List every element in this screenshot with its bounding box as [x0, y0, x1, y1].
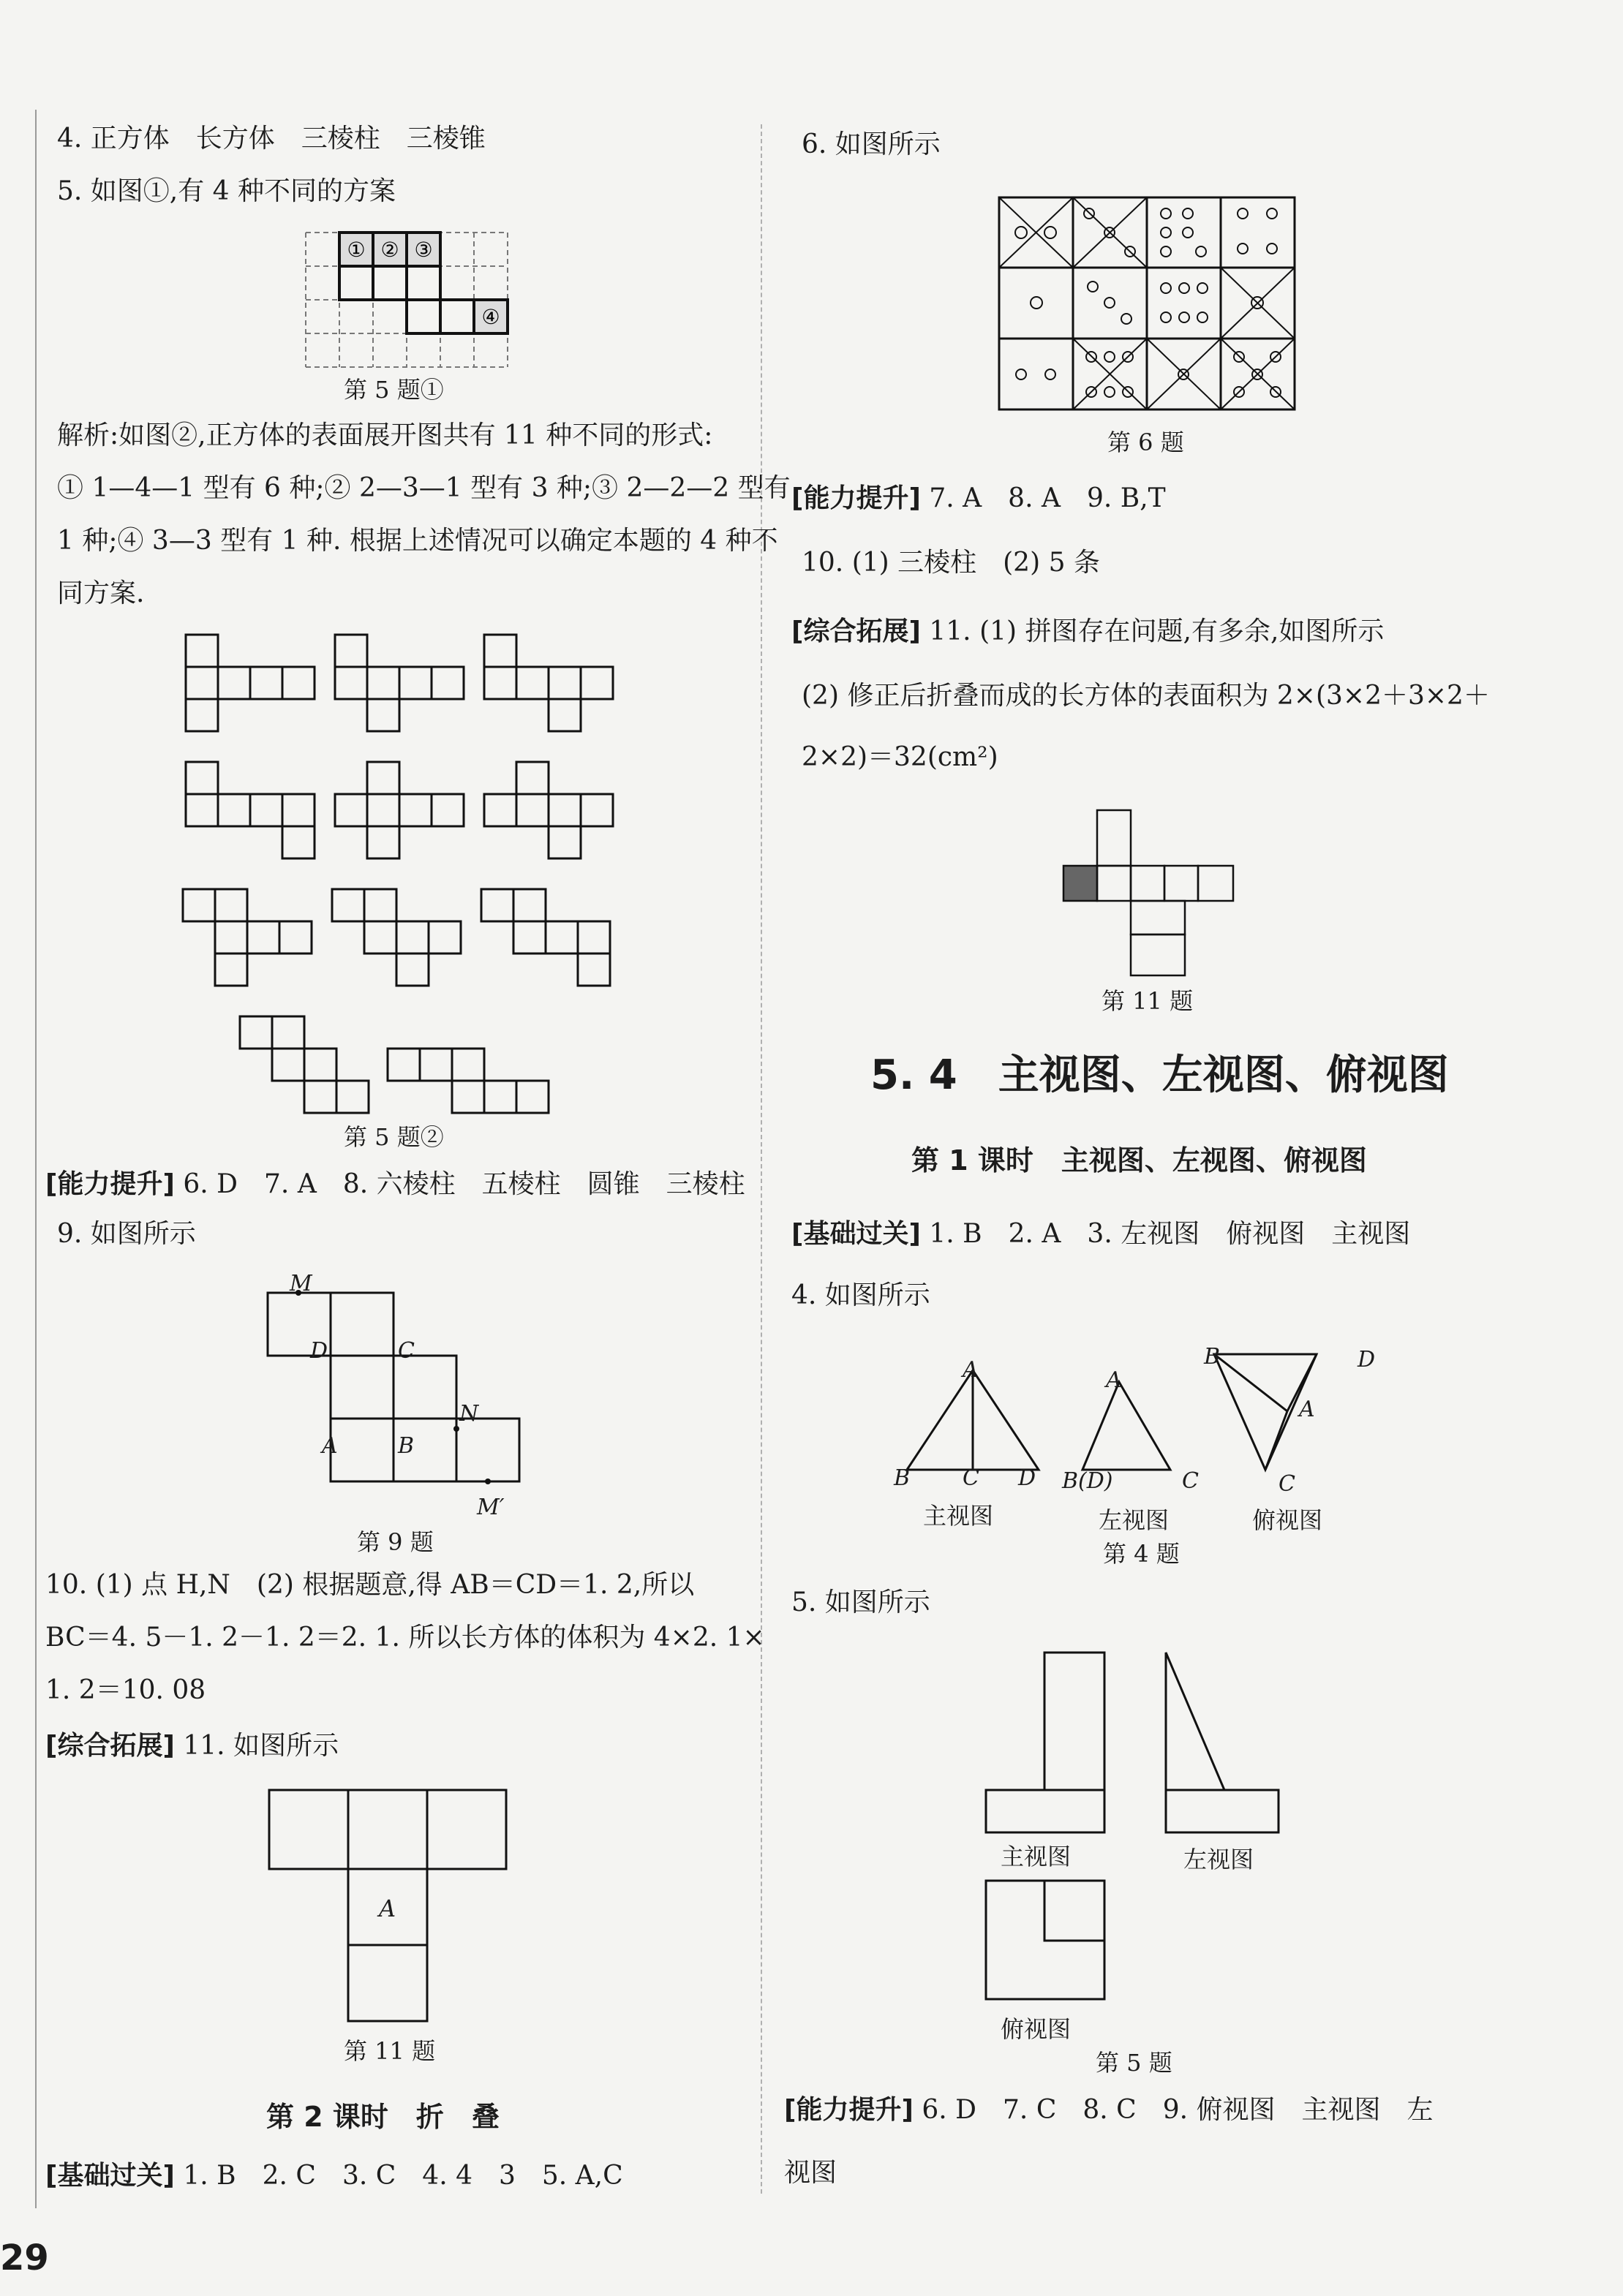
- fig4-label-B1: B: [894, 1465, 911, 1491]
- fig5a-label-1: ①: [347, 238, 366, 262]
- analysis-line-1: 解析:如图②,正方体的表面展开图共有 11 种不同的形式:: [57, 420, 713, 450]
- fig4-label-C1: C: [963, 1465, 979, 1491]
- ext-tag: [综合拓展]: [45, 1731, 175, 1761]
- answer-q11-line2: (2) 修正后折叠而成的长方体的表面积为 2×(3×2＋3×2＋: [802, 681, 1490, 711]
- fig4-label-A3: A: [1299, 1397, 1315, 1422]
- fig4-label-BD2: B(D): [1062, 1468, 1113, 1494]
- ext-line-right: [综合拓展] 11. (1) 拼图存在问题,有多余,如图所示: [791, 616, 1385, 646]
- ability-tag: [能力提升]: [45, 1169, 175, 1199]
- fig6-dice-grid: [998, 196, 1305, 415]
- answer-q6: 6. 如图所示: [802, 129, 941, 159]
- answer-q4: 4. 正方体 长方体 三棱柱 三棱锥: [57, 124, 486, 154]
- answer-q11-line3: 2×2)＝32(cm²): [802, 742, 998, 772]
- fig4-label-A1: A: [963, 1357, 979, 1383]
- answer-q5-right: 5. 如图所示: [791, 1587, 930, 1617]
- ext-line-left: [综合拓展] 11. 如图所示: [45, 1731, 339, 1761]
- answer-q10-line2: BC＝4. 5－1. 2－1. 2＝2. 1. 所以长方体的体积为 4×2. 1×: [45, 1623, 765, 1653]
- answer-q10-line1: 10. (1) 点 H,N (2) 根据题意,得 AB＝CD＝1. 2,所以: [45, 1570, 695, 1600]
- fig9-label-M-prime: M′: [477, 1495, 505, 1520]
- fig4-view2-label: 左视图: [1099, 1506, 1170, 1534]
- fig5a-caption: 第 5 题①: [344, 376, 444, 404]
- column-divider: [761, 124, 762, 2194]
- fig5b-cube-nets: [176, 629, 585, 1126]
- ability-line-right: [能力提升] 7. A 8. A 9. B,T: [791, 483, 1166, 513]
- fig5-view3-label: 俯视图: [1001, 2015, 1072, 2043]
- ext-tag-right: [综合拓展]: [791, 616, 921, 646]
- ability2-tag-right: [能力提升]: [784, 2095, 914, 2125]
- basic-line-left: [基础过关] 1. B 2. C 3. C 4. 4 3 5. A,C: [45, 2161, 623, 2191]
- fig4-view1-label: 主视图: [923, 1502, 994, 1530]
- fig6-caption: 第 6 题: [1107, 428, 1184, 456]
- fig9-net-figure: [263, 1272, 541, 1521]
- fig9-label-B: B: [398, 1433, 415, 1459]
- ability2-line-right: [能力提升] 6. D 7. C 8. C 9. 俯视图 主视图 左: [784, 2095, 1434, 2125]
- fig11-left-caption: 第 11 题: [344, 2037, 436, 2065]
- fig11-right-net: [1062, 809, 1238, 978]
- fig9-label-D: D: [310, 1338, 328, 1364]
- fig5-views: [983, 1648, 1290, 1999]
- answer-q5: 5. 如图①,有 4 种不同的方案: [57, 176, 396, 206]
- fig5a-label-3: ③: [414, 238, 433, 262]
- answer-q4-right: 4. 如图所示: [791, 1280, 930, 1310]
- fig4-view3-label: 俯视图: [1252, 1506, 1323, 1534]
- fig5a-label-4: ④: [481, 305, 500, 329]
- fig4-label-D3: D: [1357, 1347, 1376, 1372]
- fig4-label-D1: D: [1018, 1465, 1036, 1491]
- fig5-caption: 第 5 题: [1096, 2049, 1172, 2077]
- fig4-label-C2: C: [1182, 1468, 1199, 1494]
- fig5a-label-2: ②: [380, 238, 399, 262]
- basic-tag: [基础过关]: [45, 2161, 175, 2191]
- section-title: 5. 4 主视图、左视图、俯视图: [870, 1051, 1449, 1099]
- ability2-line-right-2: 视图: [784, 2158, 837, 2188]
- fig4-label-C3: C: [1279, 1471, 1295, 1497]
- analysis-line-4: 同方案.: [57, 578, 145, 608]
- left-margin-line: [35, 110, 37, 2208]
- fig9-label-M: M: [290, 1271, 312, 1296]
- lesson1-title: 第 1 课时 主视图、左视图、俯视图: [911, 1144, 1367, 1177]
- ability-line-left: [能力提升] 6. D 7. A 8. 六棱柱 五棱柱 圆锥 三棱柱: [45, 1169, 745, 1199]
- page-number: 29: [0, 2238, 49, 2278]
- fig9-label-A: A: [322, 1433, 338, 1459]
- fig9-caption: 第 9 题: [357, 1528, 434, 1556]
- answer-q10-line3: 1. 2＝10. 08: [45, 1675, 206, 1705]
- fig9-label-N: N: [459, 1401, 479, 1427]
- fig5a-grid-figure: [306, 233, 511, 369]
- answer-q10-right: 10. (1) 三棱柱 (2) 5 条: [802, 548, 1100, 578]
- basic-line-right: [基础过关] 1. B 2. A 3. 左视图 俯视图 主视图: [791, 1219, 1411, 1249]
- analysis-line-2: ① 1—4—1 型有 6 种;② 2—3—1 型有 3 种;③ 2—2—2 型有: [57, 473, 791, 503]
- answer-q9: 9. 如图所示: [57, 1219, 196, 1249]
- fig4-label-B3: B: [1204, 1344, 1221, 1370]
- fig5-view1-label: 主视图: [1001, 1843, 1072, 1870]
- fig5b-caption: 第 5 题②: [344, 1123, 444, 1151]
- lesson2-title: 第 2 课时 折 叠: [266, 2101, 500, 2133]
- basic-tag-right: [基础过关]: [791, 1219, 921, 1249]
- ability-tag-right: [能力提升]: [791, 483, 921, 513]
- fig5-view2-label: 左视图: [1183, 1846, 1254, 1873]
- analysis-line-3: 1 种;④ 3—3 型有 1 种. 根据上述情况可以确定本题的 4 种不: [57, 526, 778, 556]
- fig4-caption: 第 4 题: [1103, 1540, 1180, 1568]
- fig11-left-label-A: A: [379, 1895, 396, 1922]
- fig9-label-C: C: [398, 1338, 415, 1364]
- fig11-right-caption: 第 11 题: [1102, 987, 1194, 1015]
- fig4-label-A2: A: [1106, 1367, 1122, 1393]
